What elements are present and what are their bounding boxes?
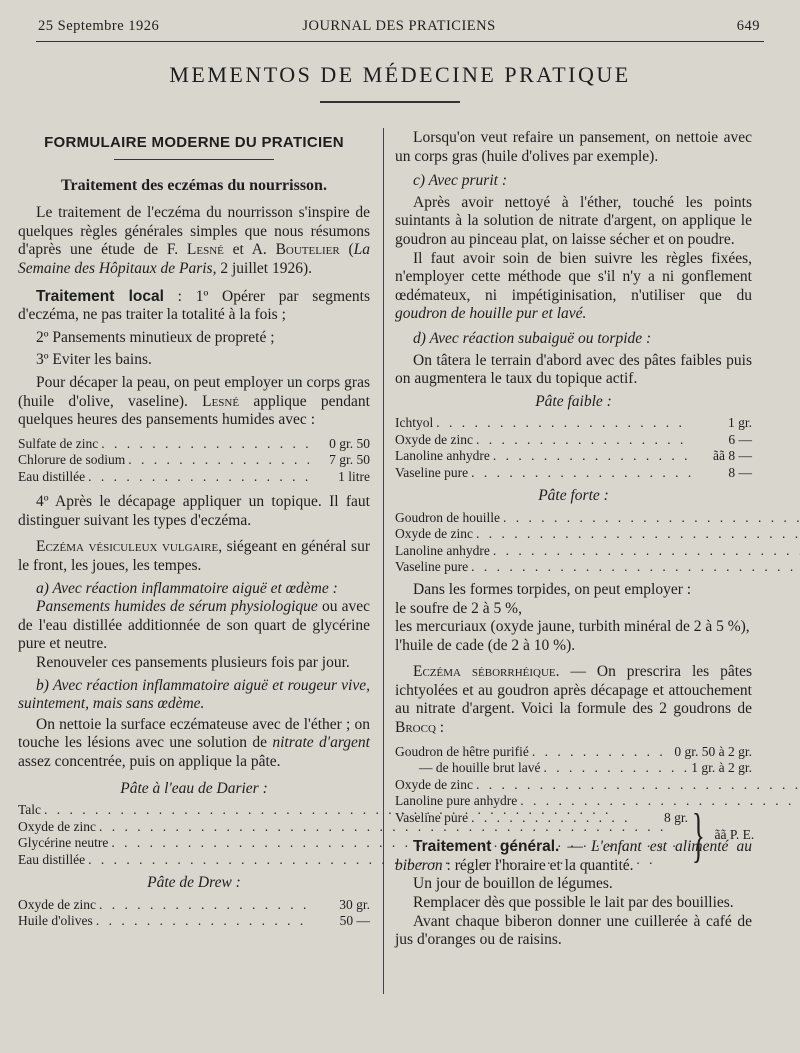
formula-drew-paste <box>18 897 370 930</box>
formula-row: Oxyde de zinc . . . 30 gr. <box>18 897 370 914</box>
case-d-heading: d) Avec réaction subaiguë ou torpide : <box>413 329 652 347</box>
formula-strong-paste <box>395 510 752 576</box>
refresh-dressing-paragraph: Lorsqu'on veut refaire un pansement, on nettoie avec un corps gras (huile d'olives par exemple). <box>395 129 752 165</box>
formula-row: Vaseline pure . . . 8 — <box>395 465 752 482</box>
section-underline <box>114 159 274 160</box>
general-treatment-heading: Traitement général. <box>413 838 560 856</box>
running-head <box>38 18 760 38</box>
formula-row: Eau distillée . . . 1 litre <box>18 469 370 486</box>
local-treatment-step-3: 3º Eviter les bains. <box>36 351 152 369</box>
right-column <box>395 125 752 950</box>
brace: } <box>691 802 705 869</box>
formula-row: Talc . . . <box>18 802 682 819</box>
issue-date: 25 Septembre 1926 <box>38 18 160 34</box>
renew-paragraph: Renouveler ces pansements plusieurs fois par jour. <box>36 653 350 671</box>
formula-row: — de houille brut lavé . . . 1 gr. à 2 gr. <box>395 760 752 777</box>
general-treatment-paragraph: Traitement général. — L'enfant est alimenté au biberon : régler l'horaire et la quantité. <box>395 838 752 874</box>
formula-row: Vaseline pure . . . 8 gr. <box>395 810 752 827</box>
drew-paste-title: Pâte de Drew : <box>147 874 241 892</box>
formula-row: Huile d'olives . . . 50 — <box>18 913 370 930</box>
case-b-paragraph: On nettoie la surface eczémateuse avec de l'éther ; on touche les lésions avec une solution de nitrate d'argent assez concentrée, puis on applique la pâte. <box>18 715 370 770</box>
formula-row: Oxyde de zinc . . . <box>18 819 682 836</box>
strong-paste-title: Pâte forte : <box>538 487 609 505</box>
formula-row: Lanoline anhydre . . . <box>395 543 800 560</box>
formula-group <box>395 510 752 543</box>
article-title: Traitement des eczémas du nourrisson. <box>61 176 327 194</box>
weak-paste-title: Pâte faible : <box>535 392 612 410</box>
torpid-option-mercurials: les mercuriaux (oxyde jaune, turbith minéral de 2 à 5 %), <box>395 618 750 636</box>
journal-name: JOURNAL DES PRATICIENS <box>302 18 496 34</box>
main-title: MEMENTOS DE MÉDECINE PRATIQUE <box>169 62 631 87</box>
title-underline <box>320 101 460 103</box>
step-4-paragraph: 4º Après le décapage appliquer un topique. Il faut distinguer suivant les types d'eczéma. <box>18 493 370 529</box>
case-c-rules-paragraph: Il faut avoir soin de bien suivre les règles fixées, n'employer cette méthode que s'il n'y a ni gonflement œdémateux, ni impétiginisation, n'utiliser que du goudron de houille pur et lavé. <box>395 249 752 323</box>
general-step-broth: Un jour de bouillon de légumes. <box>413 875 613 893</box>
torpid-option-sulfur: le soufre de 2 à 5 %, <box>395 599 522 617</box>
formula-row: Oxyde de zinc . . . 6 — <box>395 432 752 449</box>
formula-row: Goudron de houille . . . <box>395 510 800 527</box>
formula-row: Glycérine neutre . . . <box>18 835 682 852</box>
case-c-heading: c) Avec prurit : <box>413 172 507 190</box>
formula-row: Oxyde de zinc . . . <box>395 777 800 794</box>
formula-humid-dressing <box>18 436 370 486</box>
formula-row: Lanoline pure anhydre . . . <box>395 793 800 810</box>
intro-paragraph: Le traitement de l'eczéma du nourrisson s'inspire de quelques règles générales simples que nous résumons d'après une étude de F. Lesné et A. Boutelier (La Semaine des Hôpitaux de Paris, 2 juillet 1926). <box>18 204 370 277</box>
case-d-paragraph: On tâtera le terrain d'abord avec des pâtes faibles puis on augmentera le taux du topique actif. <box>395 351 752 388</box>
decapage-paragraph: Pour décaper la peau, on peut employer un corps gras (huile d'olive, vaseline). Lesné applique pendant quelques heures des pansements humides avec : <box>18 373 370 429</box>
formula-group <box>395 777 752 810</box>
formula-row: Sulfate de zinc . . . 0 gr. 50 <box>18 436 370 453</box>
general-step-porridge: Remplacer dès que possible le lait par des bouillies. <box>413 893 734 911</box>
formula-row: Chlorure de sodium . . . 7 gr. 50 <box>18 452 370 469</box>
formula-weak-paste <box>395 415 752 481</box>
formula-row: Vaseline pure . . . <box>395 559 800 576</box>
seborrheic-eczema-paragraph: Eczéma séborrhéique. — On prescrira les pâtes ichtyolées et au goudron après décapage et attouchement au nitrate d'argent. Voici la formule des 2 goudrons de Brocq : <box>395 663 752 737</box>
case-c-paragraph: Après avoir nettoyé à l'éther, touché les points suintants à la solution de nitrate d'argent, on applique le goudron au pinceau plat, on laisse sécher et on poudre. <box>395 193 752 248</box>
formula-row: Goudron de hêtre purifié . . . 0 gr. 50 à 2 gr. <box>395 744 752 761</box>
vesicular-eczema-paragraph: Eczéma vésiculeux vulgaire, siégeant en général sur le front, les joues, les tempes. <box>18 538 371 574</box>
darier-paste-title: Pâte à l'eau de Darier : <box>120 779 268 797</box>
formula-row: Lanoline anhydre . . . ãã 8 — <box>395 448 752 465</box>
case-b-heading: b) Avec réaction inflammatoire aiguë et rougeur vive, suintement, mais sans œdème. <box>18 676 370 713</box>
formula-row: Eau distillée . . . <box>18 852 682 869</box>
case-a-paragraph: Pansements humides de sérum physiologique ou avec de l'eau distillée additionnée de son quart de glycérine pure et neutre. <box>18 598 370 653</box>
formula-row: Ichtyol . . . 1 gr. <box>395 415 752 432</box>
torpid-option-cade-oil: l'huile de cade (de 2 à 10 %). <box>395 636 576 654</box>
torpid-forms-intro: Dans les formes torpides, on peut employer : <box>413 580 692 598</box>
page-number: 649 <box>736 18 760 34</box>
formula-row: Oxyde de zinc . . . <box>395 526 800 543</box>
header-rule <box>36 41 764 42</box>
local-treatment-paragraph: Traitement local : 1º Opérer par segments d'eczéma, ne pas traiter la totalité à la fois ; <box>18 287 370 324</box>
case-a-heading: a) Avec réaction inflammatoire aiguë et œdème : <box>36 579 338 597</box>
formula-brocq-tars <box>395 744 752 827</box>
darier-quantity: ãã P. E. <box>714 826 755 842</box>
local-treatment-step-2: 2º Pansements minutieux de propreté ; <box>36 328 275 346</box>
section-title: FORMULAIRE MODERNE DU PRATICIEN <box>44 134 344 151</box>
formula-group <box>395 543 752 576</box>
general-step-juice: Avant chaque biberon donner une cuillerée à café de jus d'oranges ou de raisins. <box>395 912 752 949</box>
local-treatment-heading: Traitement local <box>36 287 164 305</box>
